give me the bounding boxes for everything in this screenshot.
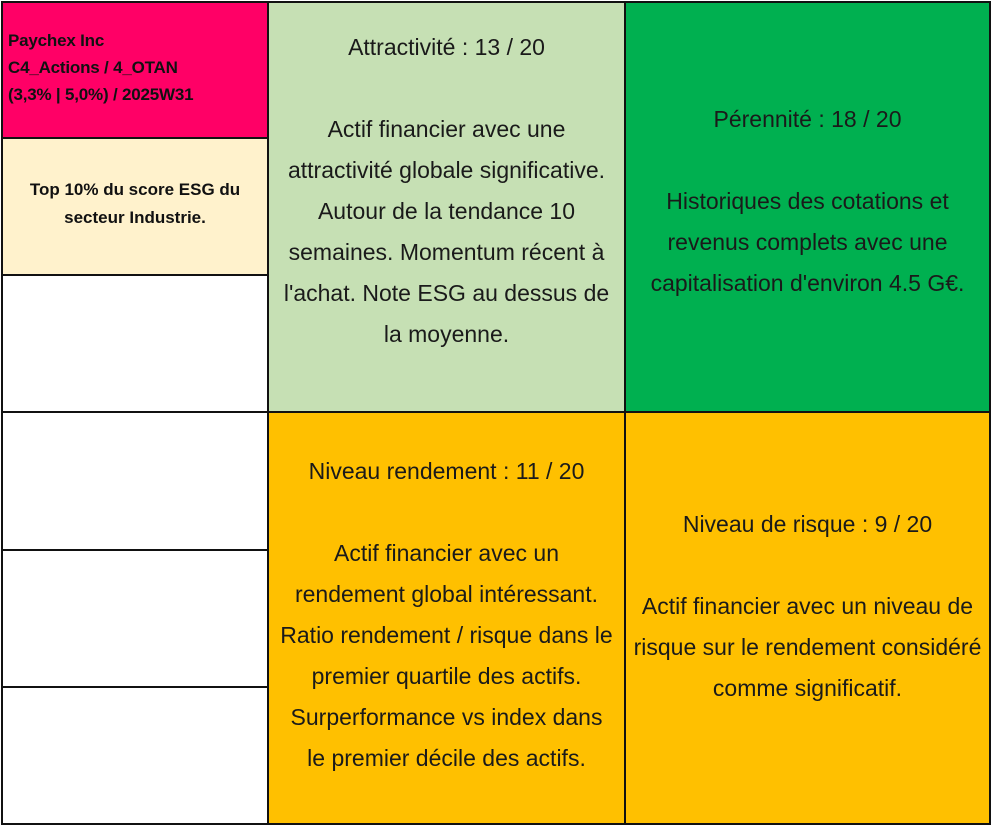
perennite-cell [624,1,991,413]
rendement-title: Niveau rendement : 11 / 20 [308,458,585,484]
attractivite-cell [267,1,626,413]
empty-cell [1,686,269,825]
risque-title: Niveau de risque : 9 / 20 [682,510,933,537]
esg-note: Top 10% du score ESG du secteur Industrie. [29,179,241,227]
attractivite-description: Actif financier avec une attractivité globale significative. Autour de la tendance 10 semaines. Momentum récent à l'achat. Note ESG au dessus de la moyenne. [283,116,610,347]
empty-cell [1,274,269,413]
esg-note-cell [1,137,269,276]
risque-cell [624,411,991,825]
asset-category: C4_Actions / 4_OTAN [8,58,178,77]
empty-cell [1,549,269,688]
risque-description: Actif financier avec un niveau de risque sur le rendement considéré comme significatif. [633,592,982,701]
asset-weights-period: (3,3% | 5,0%) / 2025W31 [8,85,194,104]
asset-name: Paychex Inc [8,31,105,50]
asset-identity-cell [1,1,269,139]
empty-cell [1,411,269,551]
attractivite-title: Attractivité : 13 / 20 [348,34,545,60]
rendement-description: Actif financier avec un rendement global intéressant. Ratio rendement / risque dans le premier quartile des actifs. Surperformance vs index dans le premier décile des actifs. [280,540,613,771]
rendement-cell [267,411,626,825]
perennite-title: Pérennité : 18 / 20 [713,105,902,132]
perennite-description: Historiques des cotations et revenus complets avec une capitalisation d'environ 4.5 G€. [650,187,965,296]
